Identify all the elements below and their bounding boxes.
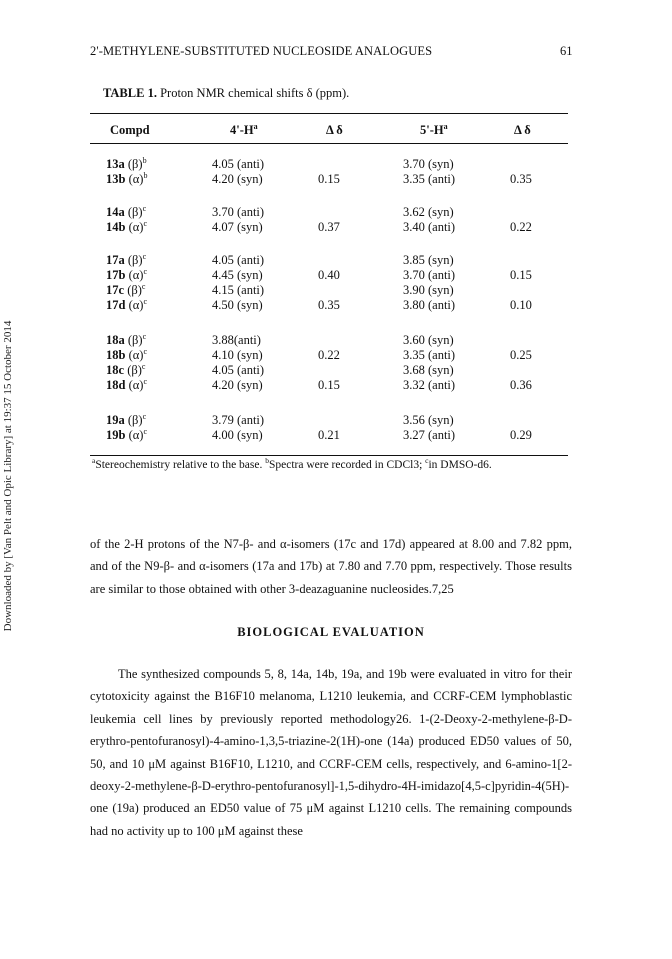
download-watermark <box>0 320 20 632</box>
cell-4h: 4.05 (anti) <box>212 363 265 377</box>
table-row <box>90 348 568 363</box>
table-row <box>90 205 568 220</box>
table-row <box>90 220 568 235</box>
cell-4h: 3.79 (anti) <box>212 413 265 427</box>
cell-4h: 4.07 (syn) <box>212 220 263 234</box>
body-paragraph-1: of the 2-H protons of the N7-β- and α-isomers (17c and 17d) appeared at 8.00 and 7.82 ppm, and of the N9-β- and α-isomers (17a and 17b) at 7.80 and 7.70 ppm, respectively. Those results are similar to those obtained with other 3-deazaguanine nucleosides.7,25 <box>90 537 572 596</box>
page-number: 61 <box>560 44 573 58</box>
cell-compound: 17d $(\alpha)^c$ <box>106 297 148 312</box>
cell-compound: 18c $(\beta)^c$ <box>106 362 146 377</box>
cell-5h: 3.35 (anti) <box>403 348 456 362</box>
cell-4h: 4.10 (syn) <box>212 348 263 362</box>
header-4h: $4'-H^a$ <box>230 122 258 137</box>
footnote-a: Stereochemistry relative to the base. <box>95 459 266 471</box>
header-5h: $5'-H^a$ <box>420 122 448 137</box>
cell-delta-1: 0.15 <box>318 172 340 186</box>
cell-4h: 4.05 (anti) <box>212 253 265 267</box>
table-row <box>90 157 568 172</box>
table-row <box>90 378 568 393</box>
cell-delta-1: 0.22 <box>318 348 340 362</box>
cell-5h: 3.68 (syn) <box>403 363 454 377</box>
cell-4h: 4.15 (anti) <box>212 283 265 297</box>
section-heading: BIOLOGICAL EVALUATION <box>237 625 425 639</box>
table-row-group <box>90 253 568 313</box>
cell-delta-1: 0.40 <box>318 268 340 282</box>
cell-compound: 13b $(\alpha)^b$ <box>106 171 148 186</box>
cell-5h: 3.56 (syn) <box>403 413 454 427</box>
footnote-mark-b: b <box>265 456 269 465</box>
download-watermark-text: Downloaded by [Van Pelt and Opic Library] at 19:37 15 October 2014 <box>2 320 14 632</box>
cell-4h: 3.88(anti) <box>212 333 261 347</box>
table-row <box>90 268 568 283</box>
footnote-c: in DMSO-d6. <box>428 459 492 471</box>
cell-delta-2: 0.15 <box>510 268 532 282</box>
cell-5h: 3.62 (syn) <box>403 205 454 219</box>
cell-4h: 3.70 (anti) <box>212 205 265 219</box>
table-row <box>90 253 568 268</box>
table-row <box>90 333 568 348</box>
table-top-rule <box>90 113 568 114</box>
table-row <box>90 172 568 187</box>
cell-4h: 4.50 (syn) <box>212 298 263 312</box>
cell-delta-2: 0.35 <box>510 172 532 186</box>
header-compd: Compd <box>110 123 150 137</box>
cell-compound: 19b $(\alpha)^c$ <box>106 427 148 442</box>
table-caption <box>103 86 349 101</box>
cell-compound: 13a $(\beta)^b$ <box>106 156 147 171</box>
cell-delta-1: 0.37 <box>318 220 340 234</box>
cell-5h: 3.32 (anti) <box>403 378 456 392</box>
cell-compound: 17b $(\alpha)^c$ <box>106 267 148 282</box>
cell-delta-1: 0.35 <box>318 298 340 312</box>
cell-5h: 3.70 (syn) <box>403 157 454 171</box>
cell-compound: 18a $(\beta)^c$ <box>106 332 147 347</box>
cell-4h: 4.20 (syn) <box>212 378 263 392</box>
cell-delta-1: 0.15 <box>318 378 340 392</box>
footnote-mark-a: a <box>92 456 96 465</box>
body-paragraph-2-block <box>90 663 572 842</box>
cell-delta-2: 0.10 <box>510 298 532 312</box>
cell-5h: 3.90 (syn) <box>403 283 454 297</box>
table-row <box>90 428 568 443</box>
cell-5h: 3.80 (anti) <box>403 298 456 312</box>
table-row <box>90 413 568 428</box>
cell-5h: 3.40 (anti) <box>403 220 456 234</box>
table-row-group <box>90 413 568 443</box>
header-delta-1: Δ δ <box>326 123 343 137</box>
cell-5h: 3.70 (anti) <box>403 268 456 282</box>
cell-delta-2: 0.29 <box>510 428 532 442</box>
cell-5h: 3.27 (anti) <box>403 428 456 442</box>
cell-5h: 3.60 (syn) <box>403 333 454 347</box>
cell-delta-2: 0.36 <box>510 378 532 392</box>
table-row <box>90 298 568 313</box>
cell-compound: 19a $(\beta)^c$ <box>106 412 147 427</box>
table-row-group <box>90 157 568 187</box>
table-header-rule <box>90 143 568 144</box>
table-caption-text: Proton NMR chemical shifts δ (ppm). <box>160 86 350 100</box>
table-bottom-rule <box>90 455 568 456</box>
footnote-mark-c: c <box>425 456 429 465</box>
cell-4h: 4.00 (syn) <box>212 428 263 442</box>
cell-compound: 17a $(\beta)^c$ <box>106 252 147 267</box>
running-head: 2'-METHYLENE-SUBSTITUTED NUCLEOSIDE ANALOGUES <box>90 44 433 58</box>
cell-5h: 3.35 (anti) <box>403 172 456 186</box>
footnote-b: Spectra were recorded in CDCl3; <box>268 459 426 471</box>
cell-delta-1: 0.21 <box>318 428 340 442</box>
table-row <box>90 363 568 378</box>
table-row-group <box>90 205 568 235</box>
body-paragraph-1-block <box>90 533 572 600</box>
cell-4h: 4.45 (syn) <box>212 268 263 282</box>
cell-4h: 4.20 (syn) <box>212 172 263 186</box>
cell-delta-2: 0.22 <box>510 220 532 234</box>
table-header-row <box>90 123 568 139</box>
cell-compound: 14a $(\beta)^c$ <box>106 204 147 219</box>
header-delta-2: Δ δ <box>514 123 531 137</box>
cell-delta-2: 0.25 <box>510 348 532 362</box>
cell-compound: 18b $(\alpha)^c$ <box>106 347 148 362</box>
table-label: TABLE 1. <box>103 86 157 100</box>
cell-compound: 14b $(\alpha)^c$ <box>106 219 148 234</box>
table-footnote <box>92 456 492 471</box>
table-row <box>90 283 568 298</box>
cell-compound: 17c $(\beta)^c$ <box>106 282 146 297</box>
cell-compound: 18d $(\alpha)^c$ <box>106 377 148 392</box>
cell-5h: 3.85 (syn) <box>403 253 454 267</box>
cell-4h: 4.05 (anti) <box>212 157 265 171</box>
body-paragraph-2: The synthesized compounds 5, 8, 14a, 14b, 19a, and 19b were evaluated in vitro for their cytotoxicity against the B16F10 melanoma, L1210 leukemia, and CCRF-CEM lymphoblastic leukemia cell lines by previously reported methodology26. 1-(2-Deoxy-2-methylene-β-D-erythro-pentofuranosyl)-4-amino-1,3,5-triazine-2(1H)-one (14a) produced ED50 values of 50, 50, and 10 μM against B16F10, L1210, and CCRF-CEM cells, respectively, and 6-amino-1[2-deoxy-2-methylene-β-D-erythro-pentofuranosyl]-1,5-dihydro-4H-imidazo[4,5-c]pyridin-4(5H)-one (19a) produced an ED50 value of 75 μM against L1210 cells. The remaining compounds had no activity up to 100 μM against these <box>90 667 572 838</box>
table-row-group <box>90 333 568 393</box>
